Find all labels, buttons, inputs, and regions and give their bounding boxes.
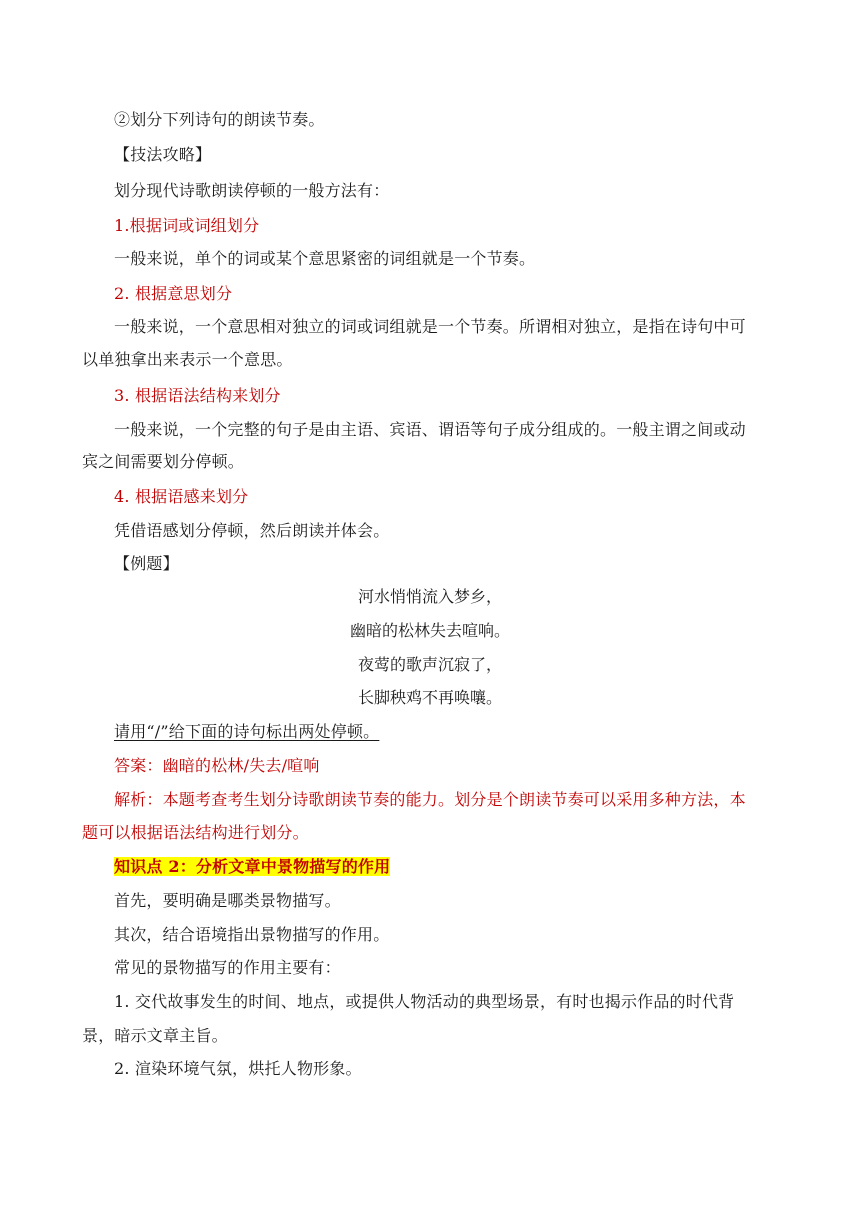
method-heading-2: 2. 根据意思划分 <box>114 284 233 303</box>
answer-line: 答案：幽暗的松林/失去/喧响 <box>114 756 320 775</box>
question-line: ②划分下列诗句的朗读节奏。 <box>114 110 325 129</box>
method-text-3a: 一般来说，一个完整的句子是由主语、宾语、谓语等句子成分组成的。一般主谓之间或动 <box>114 420 746 439</box>
section-heading-technique: 【技法攻略】 <box>114 145 212 164</box>
method-text-4: 凭借语感划分停顿，然后朗读并体会。 <box>114 521 390 540</box>
section-heading-example: 【例题】 <box>114 554 179 573</box>
body-line-second: 其次，结合语境指出景物描写的作用。 <box>114 925 390 944</box>
poem-line-3: 夜莺的歌声沉寂了， <box>357 655 502 674</box>
analysis-line-b: 题可以根据语法结构进行划分。 <box>82 823 309 842</box>
knowledge-point-title: 知识点 2：分析文章中景物描写的作用 <box>114 857 391 876</box>
body-line-common: 常见的景物描写的作用主要有： <box>114 958 341 977</box>
poem-line-2: 幽暗的松林失去喧响。 <box>349 621 510 640</box>
effect-item-1b: 景，暗示文章主旨。 <box>82 1026 228 1045</box>
method-text-2a: 一般来说，一个意思相对独立的词或词组就是一个节奏。所谓相对独立，是指在诗句中可 <box>114 317 746 336</box>
method-text-1: 一般来说，单个的词或某个意思紧密的词组就是一个节奏。 <box>114 249 536 268</box>
intro-line: 划分现代诗歌朗读停顿的一般方法有： <box>114 181 390 200</box>
method-text-3b: 宾之间需要划分停顿。 <box>82 452 245 471</box>
method-text-2b: 以单独拿出来表示一个意思。 <box>82 350 293 369</box>
exercise-instruction: 请用“/”给下面的诗句标出两处停顿。 <box>114 722 380 741</box>
analysis-line-a: 解析：本题考查考生划分诗歌朗读节奏的能力。划分是个朗读节奏可以采用多种方法，本 <box>114 790 746 809</box>
effect-item-2: 2. 渲染环境气氛，烘托人物形象。 <box>114 1059 362 1078</box>
method-heading-1: 1.根据词或词组划分 <box>114 216 260 235</box>
method-heading-3: 3. 根据语法结构来划分 <box>114 386 281 405</box>
body-line-first: 首先，要明确是哪类景物描写。 <box>114 891 341 910</box>
knowledge-point-heading <box>114 857 390 877</box>
poem-line-4: 长脚秧鸡不再唤嚷。 <box>357 688 502 707</box>
method-heading-4: 4. 根据语感来划分 <box>114 487 249 506</box>
poem-line-1: 河水悄悄流入梦乡， <box>357 587 502 606</box>
effect-item-1a: 1. 交代故事发生的时间、地点，或提供人物活动的典型场景，有时也揭示作品的时代背 <box>114 992 735 1011</box>
